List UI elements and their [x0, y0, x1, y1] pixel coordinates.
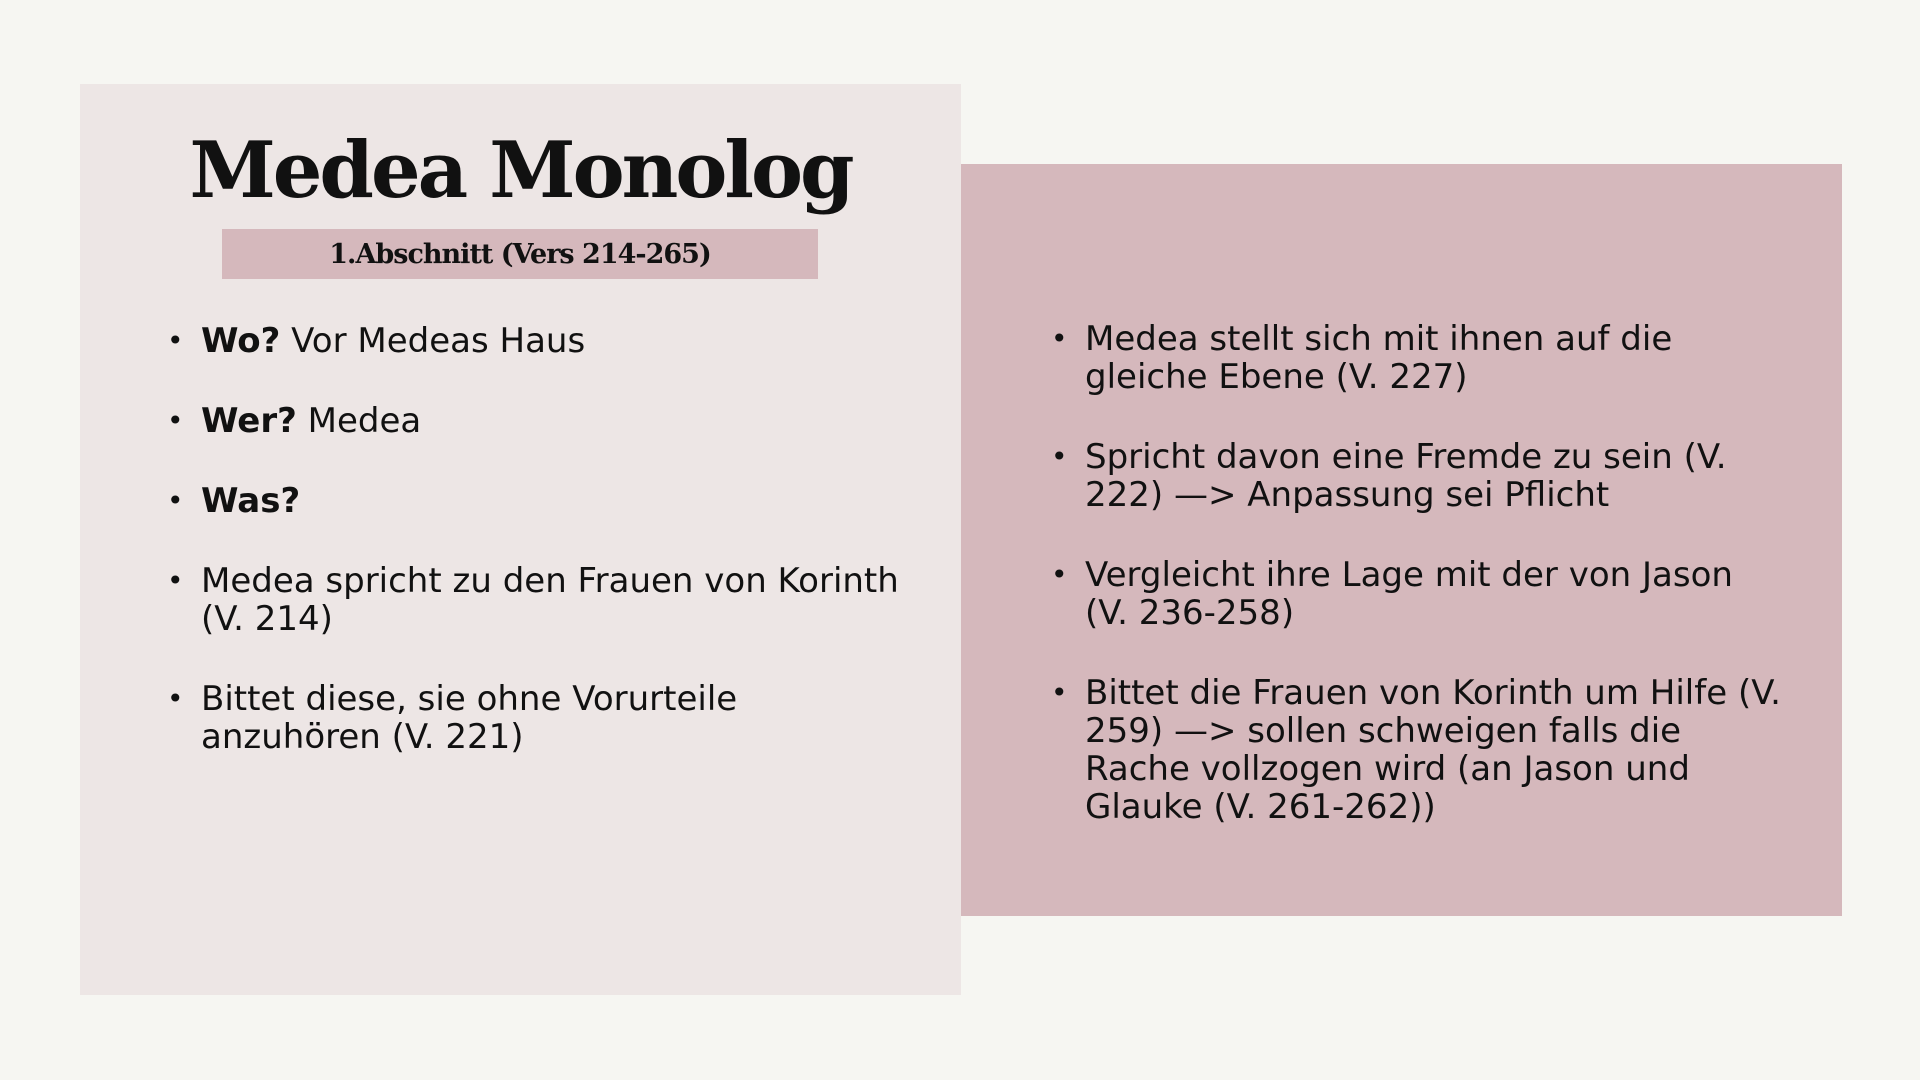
subtitle-bar: [222, 229, 818, 279]
bullet-item-what: [167, 482, 907, 520]
right-bullet-list: [1051, 320, 1781, 868]
bullet-item-speaks: [167, 562, 907, 638]
bullet-item-asks: [167, 680, 907, 756]
bullet-text: Vor Medeas Haus: [280, 321, 586, 361]
bullet-text: Medea: [296, 401, 422, 441]
bullet-item-where: [167, 322, 907, 360]
bullet-item-stranger: [1051, 438, 1781, 514]
bullet-dot-icon: •: [167, 404, 184, 437]
left-panel: [80, 84, 961, 995]
bullet-dot-icon: •: [1051, 440, 1068, 473]
bullet-label: Wo?: [201, 321, 281, 361]
bullet-dot-icon: •: [167, 564, 184, 597]
bullet-dot-icon: •: [1051, 676, 1068, 709]
left-bullet-list: [167, 322, 907, 798]
bullet-dot-icon: •: [167, 682, 184, 715]
bullet-item-help: [1051, 674, 1781, 826]
bullet-text: Spricht davon eine Fremde zu sein (V. 222) —> Anpassung sei Pflicht: [1085, 437, 1727, 515]
bullet-item-compares: [1051, 556, 1781, 632]
bullet-dot-icon: •: [167, 324, 184, 357]
subtitle: 1.Abschnitt (Vers 214-265): [329, 238, 711, 270]
bullet-label: Wer?: [201, 401, 297, 441]
bullet-dot-icon: •: [1051, 322, 1068, 355]
bullet-text: Medea stellt sich mit ihnen auf die gleiche Ebene (V. 227): [1085, 319, 1673, 397]
bullet-item-who: [167, 402, 907, 440]
bullet-text: Medea spricht zu den Frauen von Korinth (V. 214): [201, 561, 899, 639]
bullet-dot-icon: •: [1051, 558, 1068, 591]
bullet-text: Vergleicht ihre Lage mit der von Jason (V. 236-258): [1085, 555, 1733, 633]
bullet-dot-icon: •: [167, 484, 184, 517]
bullet-item-same-level: [1051, 320, 1781, 396]
bullet-text: Bittet diese, sie ohne Vorurteile anzuhören (V. 221): [201, 679, 738, 757]
bullet-text: Bittet die Frauen von Korinth um Hilfe (V. 259) —> sollen schweigen falls die Rache vollzogen wird (an Jason und Glauke (V. 261-262)): [1085, 673, 1781, 827]
page-title: Medea Monolog: [189, 125, 852, 216]
right-panel: [961, 164, 1842, 916]
bullet-label: Was?: [201, 481, 301, 521]
